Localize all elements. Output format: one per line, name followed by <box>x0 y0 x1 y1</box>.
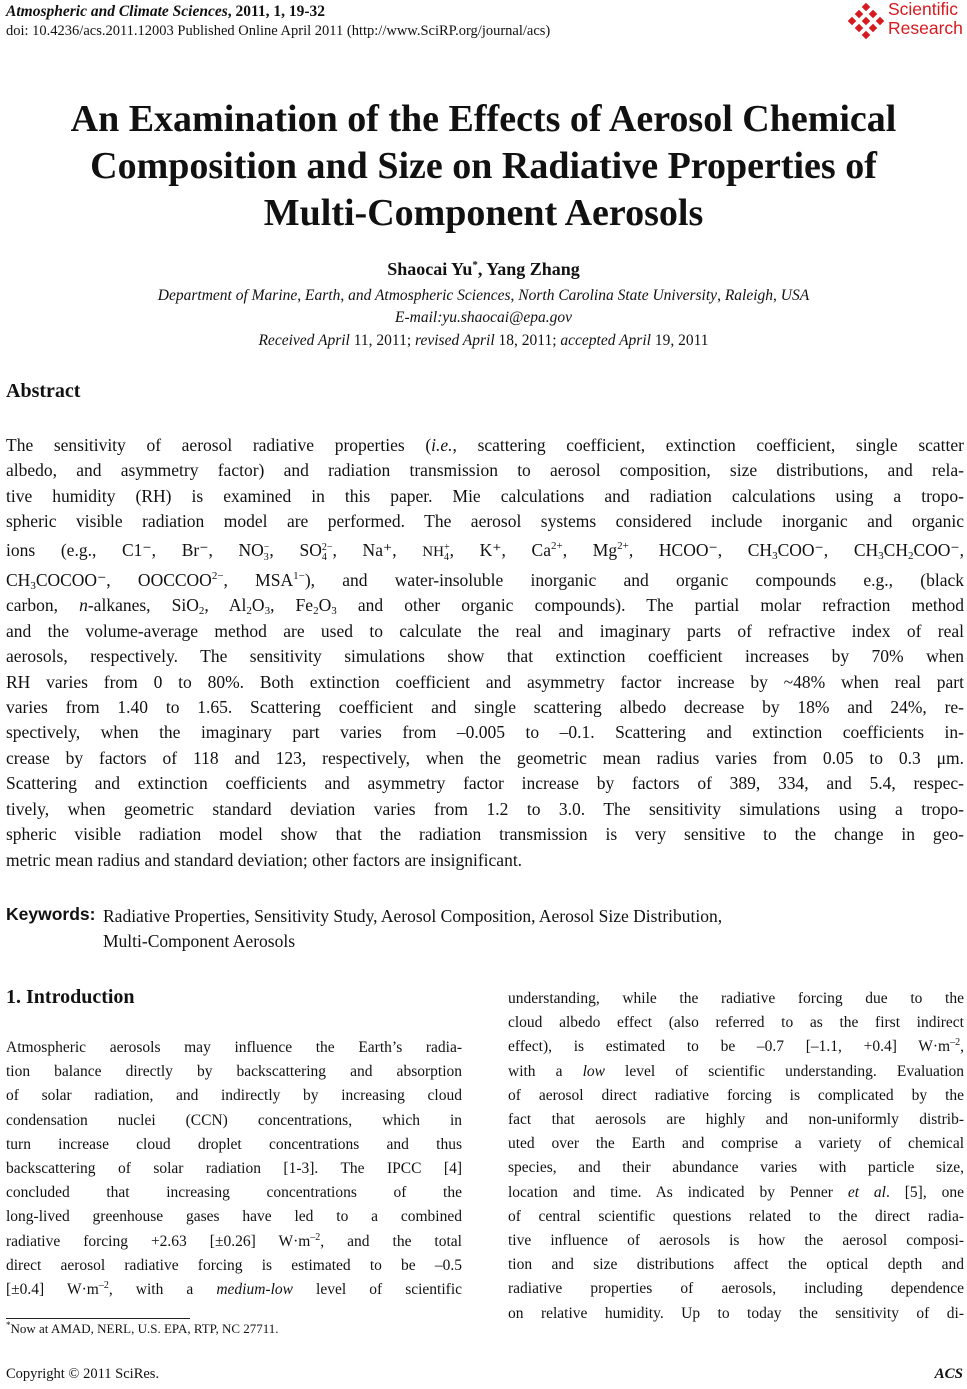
body-line: long-lived greenhouse gases have led to a combined <box>6 1208 462 1226</box>
body-line: understanding, while the radiative forcing due to the <box>508 990 964 1007</box>
abstract-line: metric mean radius and standard deviation; other factors are insignificant. <box>6 849 523 870</box>
body-line: direct aerosol radiative forcing is estimated to be –0.5 <box>6 1256 462 1274</box>
intro-left-column <box>6 1036 462 1302</box>
body-line: species, and their abundance varies with particle size, <box>508 1159 964 1177</box>
body-line: uted over the Earth and comprise a variety of chemical <box>508 1135 964 1153</box>
abstract-line: Scattering and extinction coefficients and asymmetry factor increase by factors of 389, 334, and 5.4, respec- <box>6 773 964 794</box>
abstract-heading: Abstract <box>6 380 81 402</box>
abstract-line: tive humidity (RH) is examined in this paper. Mie calculations and radiation calculations using a tropo- <box>6 485 964 506</box>
intro-right-column <box>508 987 964 1326</box>
body-line: condensation nuclei (CCN) concentrations, which in <box>6 1111 462 1129</box>
author-list: Shaocai Yu*, Yang Zhang <box>387 259 580 279</box>
author-footnote-mark: * <box>472 259 478 271</box>
body-line: tion balance directly by backscattering and absorption <box>6 1063 462 1081</box>
abstract-line: spheric visible radiation model show that the radiation transmission is very sensitive to the change in geo- <box>6 824 964 845</box>
abstract-line: albedo, and asymmetry factor) and radiation transmission to aerosol composition, size distributions, and rela- <box>6 460 964 481</box>
abstract-line: carbon, n-alkanes, SiO$_2$, $Al_2O_3$, $Fe_2O_3$ and other organic compounds). The partial molar refraction method <box>6 595 964 618</box>
body-line: concluded that increasing concentrations of the <box>6 1184 462 1202</box>
body-line: backscattering of solar radiation [1-3]. The IPCC [4] <box>6 1160 462 1178</box>
abstract-line: spectively, when the imaginary part varies from –0.005 to –0.1. Scattering and extinction coefficients in- <box>6 722 964 743</box>
abstract-line: and the volume-average method are used to calculate the real and imaginary parts of refractive index of real <box>6 620 964 641</box>
abstract-line: The sensitivity of aerosol radiative properties (i.e., scattering coefficient, extinction coefficient, single scatter <box>6 435 964 455</box>
publisher-name: Scientific Research <box>888 0 963 38</box>
body-line: cloud albedo effect (also referred to as the first indirect <box>508 1014 964 1032</box>
body-line: Atmospheric aerosols may influence the Earth’s radia- <box>6 1039 462 1056</box>
copyright: Copyright © 2011 SciRes. <box>6 1366 160 1382</box>
abstract-body <box>6 433 964 873</box>
body-line: of solar radiation, and indirectly by increasing cloud <box>6 1087 462 1105</box>
abstract-line: $CH_3COCOO^-$, $OOCCOO^{2-}$, $MSA^{1-}$), and water-insoluble inorganic and organic compounds e.g., (black <box>6 570 964 593</box>
keywords-label: Keywords: <box>6 904 96 924</box>
abstract-line: varies from 1.40 to 1.65. Scattering coefficient and single scattering albedo decrease by 18% and 24%, re- <box>6 697 964 718</box>
keywords-list: Radiative Properties, Sensitivity Study, Aerosol Composition, Aerosol Size Distribution, Multi-Component Aerosols <box>103 906 723 951</box>
abstract-line: crease by factors of 118 and 123, respectively, when the geometric mean radius varies from 0.05 to 0.3 μm. <box>6 747 964 768</box>
journal-citation <box>6 3 325 21</box>
footnote: *Now at AMAD, NERL, U.S. EPA, RTP, NC 27711. <box>6 1320 279 1336</box>
body-line: on relative humidity. Up to today the sensitivity of di- <box>508 1304 964 1322</box>
body-line: tive influence of aerosols is how the aerosol composi- <box>508 1232 964 1250</box>
abstract-line: RH varies from 0 to 80%. Both extinction coefficient and asymmetry factor increase by ~48% when real part <box>6 671 964 692</box>
body-line: turn increase cloud droplet concentrations and thus <box>6 1135 462 1153</box>
body-line: radiative forcing +2.63 [±0.26] $W\cdot m^{-2}$, and the total <box>6 1231 462 1250</box>
scirp-logo-icon <box>848 3 884 39</box>
footnote-divider <box>6 1318 190 1319</box>
abstract-line: tively, when geometric standard deviation varies from 1.2 to 3.0. The sensitivity simulations using a tropo- <box>6 798 964 819</box>
author-email[interactable]: E-mail:yu.shaocai@epa.gov <box>395 309 572 326</box>
abstract-line: spheric visible radiation model are performed. The aerosol systems considered include inorganic and organic <box>6 511 964 532</box>
body-line: [±0.4] $W\cdot m^{-2}$, with a medium-low level of scientific <box>6 1280 463 1299</box>
affiliation: Department of Marine, Earth, and Atmospheric Sciences, North Carolina State University, Raleigh, USA <box>157 287 810 304</box>
body-line: radiative properties of aerosols, including dependence <box>508 1280 964 1298</box>
abstract-line-ions: ions (e.g., C1⁻, Br⁻, NO − 3 , SO 2− 4 , Na⁺, NH + 4 , K⁺, $Ca^{2+}$, $Mg^{2+}$, HCOO⁻, $CH_3COO^-$, $CH_3CH_2COO^-$, <box>6 539 965 563</box>
body-line: of central scientific questions related to the direct radia- <box>508 1207 964 1225</box>
body-line: tion and size distributions affect the optical depth and <box>508 1256 964 1274</box>
body-line: with a low level of scientific understanding. Evaluation <box>508 1062 964 1080</box>
publisher-logo <box>848 0 966 44</box>
journal-volume: , 2011, 1, 19-32 <box>227 3 326 20</box>
body-line: fact that aerosols are highly and non-uniformly distrib- <box>508 1111 964 1129</box>
manuscript-dates: Received April 11, 2011; revised April 18, 2011; accepted April 19, 2011 <box>258 332 709 349</box>
body-line: of aerosol direct radiative forcing is complicated by the <box>508 1086 964 1104</box>
journal-abbrev: ACS <box>934 1366 963 1382</box>
paper-title: An Examination of the Effects of Aerosol Chemical Composition and Size on Radiative Properties of Multi-Component Aerosols <box>70 98 897 234</box>
journal-name: Atmospheric and Climate Sciences <box>6 3 228 20</box>
abstract-line: aerosols, respectively. The sensitivity simulations show that extinction coefficient increases by 70% when <box>6 646 964 667</box>
section-heading-introduction: 1. Introduction <box>6 986 135 1008</box>
body-line: effect), is estimated to be –0.7 [–1.1, +0.4] $W\cdot m^{-2}$, <box>508 1037 964 1056</box>
body-line: location and time. As indicated by Penner et al. [5], one <box>508 1183 965 1201</box>
doi-line: doi: 10.4236/acs.2011.12003 Published Online April 2011 (http://www.SciRP.org/journal/acs) <box>6 23 551 39</box>
